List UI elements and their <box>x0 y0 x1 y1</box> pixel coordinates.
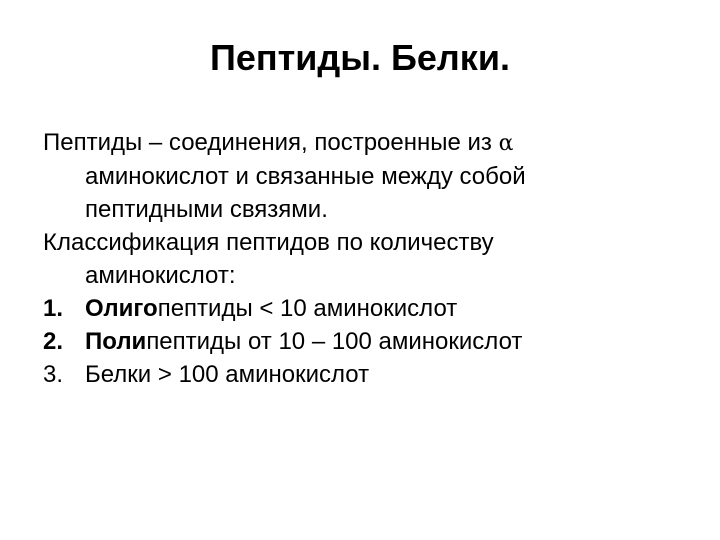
definition-text: Пептиды – соединения, построенные из <box>43 129 499 156</box>
list-item-bold-prefix: Олиго <box>85 295 158 322</box>
list-item-text: Белки > 100 аминокислот <box>85 361 370 388</box>
list-item <box>43 325 683 358</box>
definition-continuation-2: пептидными связями. <box>85 196 328 223</box>
definition-paragraph <box>43 126 683 226</box>
list-item <box>43 292 683 325</box>
classification-line-1: Классификация пептидов по количеству <box>43 229 494 256</box>
classification-line-2: аминокислот: <box>85 262 236 289</box>
list-item-number: 1. <box>43 295 64 322</box>
slide-body <box>43 126 683 391</box>
list-item-text: пептиды < 10 аминокислот <box>157 295 458 322</box>
list-item-number: 2. <box>43 328 64 355</box>
list-item-text: пептиды от 10 – 100 аминокислот <box>146 328 523 355</box>
list-item-bold-prefix: Поли <box>85 328 147 355</box>
classification-paragraph <box>43 226 683 292</box>
definition-continuation-1: аминокислот и связанные между собой <box>85 163 526 190</box>
list-item <box>43 358 683 391</box>
slide-title: Пептиды. Белки. <box>210 37 510 78</box>
alpha-symbol: α <box>498 131 514 156</box>
list-item-number: 3. <box>43 361 64 388</box>
